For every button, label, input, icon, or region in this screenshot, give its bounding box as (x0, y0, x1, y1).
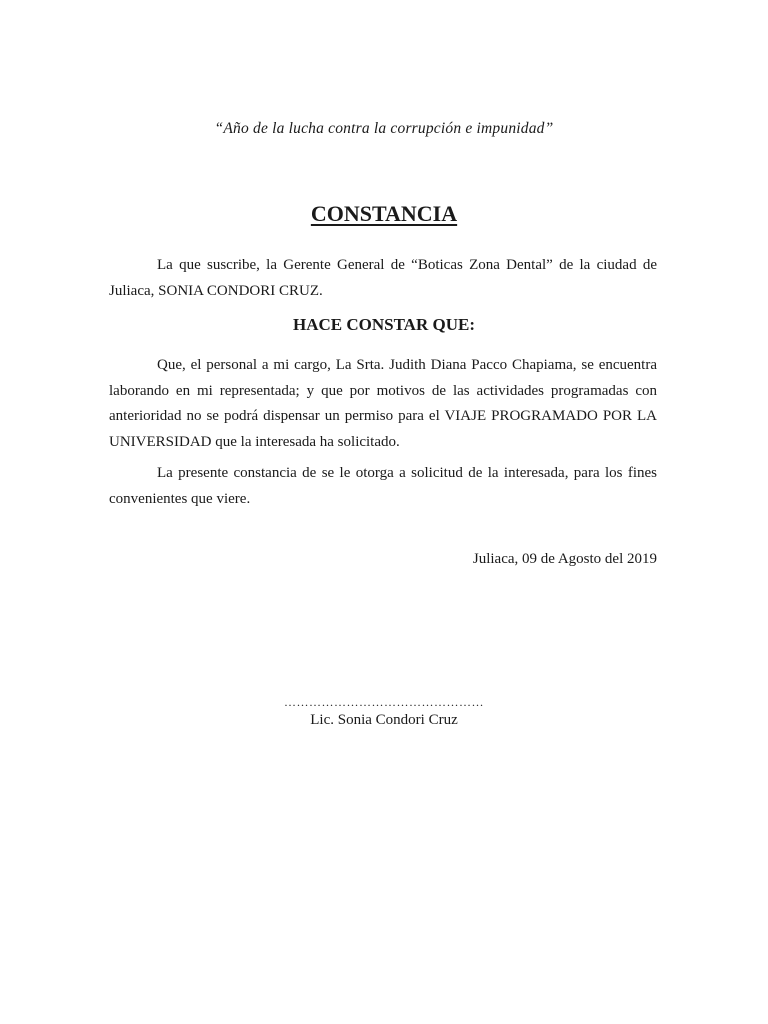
closing-paragraph: La presente constancia de se le otorga a solicitud de la interesada, para los fines convenientes que viere. (109, 465, 657, 507)
signature-line: ………………………………………… (284, 695, 484, 709)
intro-paragraph: La que suscribe, la Gerente General de “Boticas Zona Dental” de la ciudad de Juliaca, SONIA CONDORI CRUZ. (109, 257, 657, 299)
place-and-date: Juliaca, 09 de Agosto del 2019 (472, 551, 657, 567)
section-heading: HACE CONSTAR QUE: (293, 315, 475, 334)
year-motto: “Año de la lucha contra la corrupción e impunidad” (214, 120, 554, 137)
body-paragraph: Que, el personal a mi cargo, La Srta. Judith Diana Pacco Chapiama, se encuentra laborando en mi representada; y que por motivos de las actividades programadas con anterioridad no se podrá dispensar un permiso para el VIAJE PROGRAMADO POR LA UNIVERSIDAD que la interesada ha solicitado. (109, 357, 657, 450)
document-title: CONSTANCIA (310, 201, 458, 226)
signatory-name: Lic. Sonia Condori Cruz (310, 712, 458, 728)
